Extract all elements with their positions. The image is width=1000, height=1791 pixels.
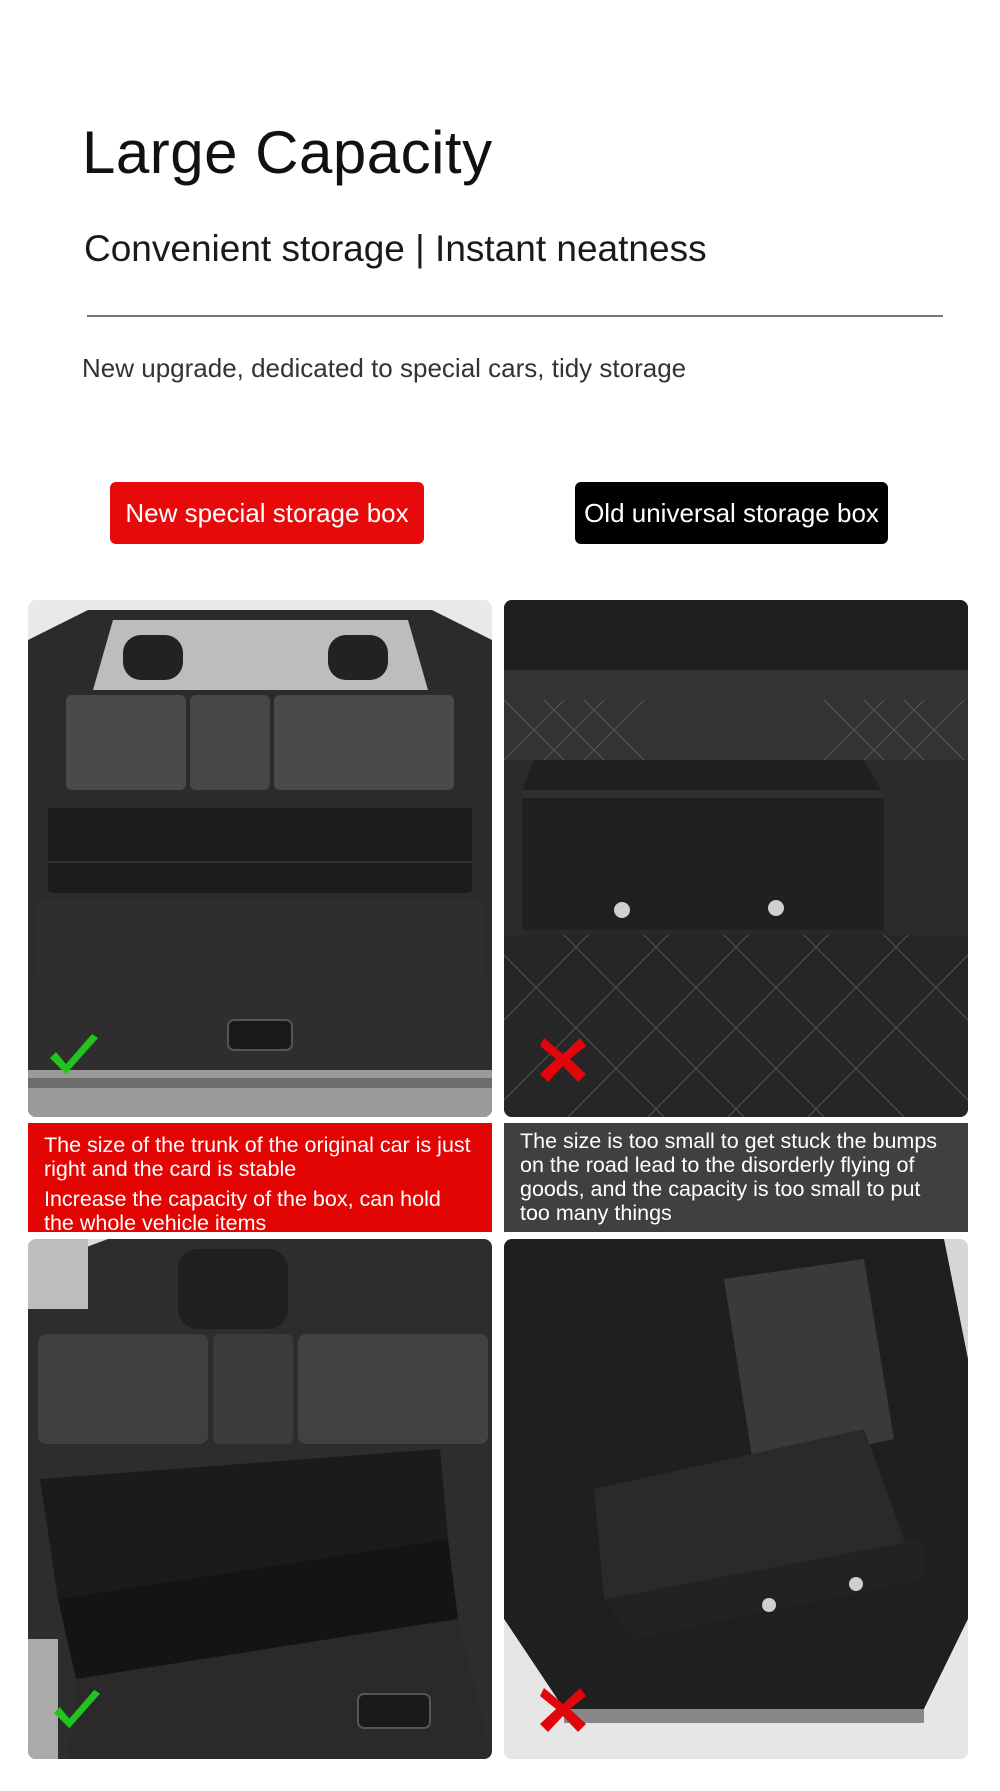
old-box-caption [504,1123,968,1232]
new-box-caption-line-1: The size of the trunk of the original car is just right and the card is stable [44,1133,471,1182]
check-mark-icon [48,1032,100,1080]
old-box-badge: Old universal storage box [575,482,888,544]
header-divider [87,315,943,317]
new-box-caption [28,1123,492,1236]
old-box-caption-text: The size is too small to get stuck the bumps on the road lead to the disorderly flying of goods, and the capacity is too small to put too many things [520,1129,938,1226]
page-title: Large Capacity [82,119,493,186]
new-box-suv-photo [28,1239,492,1759]
new-box-caption-line-2: Increase the capacity of the box, can hold the whole vehicle items [44,1187,441,1236]
new-box-badge: New special storage box [110,482,424,544]
check-mark-icon-2 [52,1688,102,1734]
x-mark-icon-2 [540,1686,586,1732]
page-tagline: New upgrade, dedicated to special cars, tidy storage [82,353,687,383]
x-mark-icon [540,1036,586,1082]
page-subtitle: Convenient storage | Instant neatness [84,228,707,269]
old-box-suv-photo [504,1239,968,1759]
